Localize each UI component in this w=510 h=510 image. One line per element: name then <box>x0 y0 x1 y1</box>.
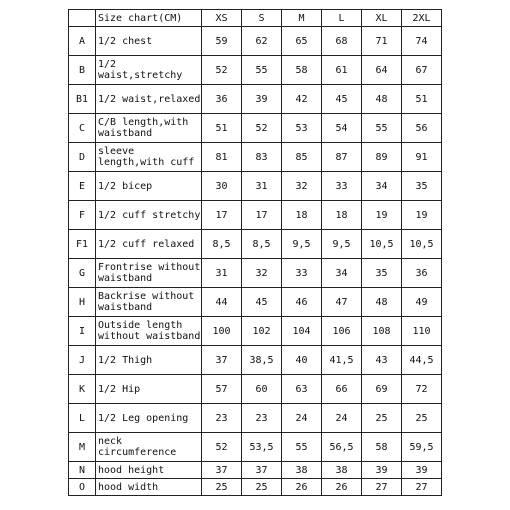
value-cell: 24 <box>322 404 362 433</box>
value-cell: 61 <box>322 56 362 85</box>
row-description: hood width <box>96 479 202 496</box>
value-cell: 26 <box>282 479 322 496</box>
header-row <box>69 10 442 27</box>
value-cell: 74 <box>402 27 442 56</box>
value-cell: 18 <box>322 201 362 230</box>
row-code: B1 <box>69 85 96 114</box>
table-row <box>69 201 442 230</box>
row-code: N <box>69 462 96 479</box>
table-row <box>69 85 442 114</box>
value-cell: 87 <box>322 143 362 172</box>
value-cell: 24 <box>282 404 322 433</box>
header-size-s: S <box>242 10 282 27</box>
value-cell: 25 <box>362 404 402 433</box>
value-cell: 106 <box>322 317 362 346</box>
row-code: H <box>69 288 96 317</box>
value-cell: 27 <box>402 479 442 496</box>
value-cell: 85 <box>282 143 322 172</box>
value-cell: 57 <box>202 375 242 404</box>
value-cell: 66 <box>322 375 362 404</box>
value-cell: 52 <box>202 56 242 85</box>
row-code: C <box>69 114 96 143</box>
value-cell: 18 <box>282 201 322 230</box>
value-cell: 32 <box>282 172 322 201</box>
value-cell: 58 <box>362 433 402 462</box>
row-description: 1/2 waist,relaxed <box>96 85 202 114</box>
header-size-xs: XS <box>202 10 242 27</box>
value-cell: 47 <box>322 288 362 317</box>
value-cell: 110 <box>402 317 442 346</box>
row-description: 1/2 cuff relaxed <box>96 230 202 259</box>
value-cell: 33 <box>282 259 322 288</box>
value-cell: 34 <box>362 172 402 201</box>
value-cell: 71 <box>362 27 402 56</box>
value-cell: 34 <box>322 259 362 288</box>
table-row <box>69 288 442 317</box>
value-cell: 43 <box>362 346 402 375</box>
row-code: M <box>69 433 96 462</box>
row-description: 1/2 Thigh <box>96 346 202 375</box>
value-cell: 49 <box>402 288 442 317</box>
value-cell: 9,5 <box>282 230 322 259</box>
header-code-cell <box>69 10 96 27</box>
value-cell: 44,5 <box>402 346 442 375</box>
row-code: L <box>69 404 96 433</box>
value-cell: 23 <box>202 404 242 433</box>
header-size-m: M <box>282 10 322 27</box>
row-description: 1/2 waist,stretchy <box>96 56 202 85</box>
row-code: F1 <box>69 230 96 259</box>
row-description: Frontrise without waistband <box>96 259 202 288</box>
table-row <box>69 346 442 375</box>
row-code: F <box>69 201 96 230</box>
header-size-xl: XL <box>362 10 402 27</box>
value-cell: 60 <box>242 375 282 404</box>
size-chart-table <box>68 9 442 496</box>
value-cell: 33 <box>322 172 362 201</box>
table-row <box>69 230 442 259</box>
value-cell: 56,5 <box>322 433 362 462</box>
value-cell: 52 <box>242 114 282 143</box>
value-cell: 27 <box>362 479 402 496</box>
value-cell: 62 <box>242 27 282 56</box>
value-cell: 102 <box>242 317 282 346</box>
row-description: C/B length,with waistband <box>96 114 202 143</box>
value-cell: 53,5 <box>242 433 282 462</box>
value-cell: 91 <box>402 143 442 172</box>
value-cell: 45 <box>242 288 282 317</box>
value-cell: 9,5 <box>322 230 362 259</box>
value-cell: 44 <box>202 288 242 317</box>
table-row <box>69 172 442 201</box>
value-cell: 68 <box>322 27 362 56</box>
value-cell: 25 <box>402 404 442 433</box>
value-cell: 37 <box>202 462 242 479</box>
value-cell: 19 <box>402 201 442 230</box>
value-cell: 56 <box>402 114 442 143</box>
value-cell: 83 <box>242 143 282 172</box>
value-cell: 45 <box>322 85 362 114</box>
row-code: E <box>69 172 96 201</box>
value-cell: 39 <box>402 462 442 479</box>
table-row <box>69 259 442 288</box>
value-cell: 108 <box>362 317 402 346</box>
value-cell: 37 <box>202 346 242 375</box>
value-cell: 17 <box>242 201 282 230</box>
value-cell: 31 <box>202 259 242 288</box>
value-cell: 65 <box>282 27 322 56</box>
value-cell: 35 <box>402 172 442 201</box>
value-cell: 54 <box>322 114 362 143</box>
value-cell: 10,5 <box>362 230 402 259</box>
value-cell: 19 <box>362 201 402 230</box>
row-description: sleeve length,with cuff <box>96 143 202 172</box>
value-cell: 36 <box>202 85 242 114</box>
value-cell: 10,5 <box>402 230 442 259</box>
table-row <box>69 375 442 404</box>
table-row <box>69 433 442 462</box>
value-cell: 89 <box>362 143 402 172</box>
row-code: O <box>69 479 96 496</box>
value-cell: 58 <box>282 56 322 85</box>
value-cell: 52 <box>202 433 242 462</box>
table-row <box>69 27 442 56</box>
value-cell: 72 <box>402 375 442 404</box>
table-row <box>69 143 442 172</box>
value-cell: 69 <box>362 375 402 404</box>
value-cell: 40 <box>282 346 322 375</box>
value-cell: 38 <box>282 462 322 479</box>
value-cell: 17 <box>202 201 242 230</box>
row-description: 1/2 chest <box>96 27 202 56</box>
header-title-cell: Size chart(CM) <box>96 10 202 27</box>
row-code: D <box>69 143 96 172</box>
value-cell: 46 <box>282 288 322 317</box>
row-code: G <box>69 259 96 288</box>
row-description: Backrise without waistband <box>96 288 202 317</box>
value-cell: 41,5 <box>322 346 362 375</box>
value-cell: 37 <box>242 462 282 479</box>
row-description: hood height <box>96 462 202 479</box>
row-description: 1/2 Leg opening <box>96 404 202 433</box>
value-cell: 48 <box>362 85 402 114</box>
value-cell: 63 <box>282 375 322 404</box>
size-chart-body <box>69 27 442 496</box>
value-cell: 53 <box>282 114 322 143</box>
row-description: Outside length without waistband <box>96 317 202 346</box>
table-row <box>69 317 442 346</box>
value-cell: 64 <box>362 56 402 85</box>
value-cell: 51 <box>202 114 242 143</box>
table-row <box>69 479 442 496</box>
value-cell: 51 <box>402 85 442 114</box>
table-row <box>69 462 442 479</box>
value-cell: 104 <box>282 317 322 346</box>
value-cell: 100 <box>202 317 242 346</box>
value-cell: 39 <box>242 85 282 114</box>
row-description: 1/2 Hip <box>96 375 202 404</box>
value-cell: 59 <box>202 27 242 56</box>
value-cell: 31 <box>242 172 282 201</box>
row-code: J <box>69 346 96 375</box>
value-cell: 55 <box>242 56 282 85</box>
value-cell: 42 <box>282 85 322 114</box>
table-row <box>69 56 442 85</box>
value-cell: 59,5 <box>402 433 442 462</box>
value-cell: 55 <box>362 114 402 143</box>
header-size-2xl: 2XL <box>402 10 442 27</box>
header-size-l: L <box>322 10 362 27</box>
row-code: I <box>69 317 96 346</box>
row-code: A <box>69 27 96 56</box>
value-cell: 48 <box>362 288 402 317</box>
table-row <box>69 114 442 143</box>
value-cell: 23 <box>242 404 282 433</box>
value-cell: 39 <box>362 462 402 479</box>
value-cell: 67 <box>402 56 442 85</box>
value-cell: 38 <box>322 462 362 479</box>
row-code: K <box>69 375 96 404</box>
value-cell: 32 <box>242 259 282 288</box>
value-cell: 81 <box>202 143 242 172</box>
value-cell: 36 <box>402 259 442 288</box>
value-cell: 25 <box>242 479 282 496</box>
value-cell: 8,5 <box>242 230 282 259</box>
row-description: 1/2 bicep <box>96 172 202 201</box>
value-cell: 8,5 <box>202 230 242 259</box>
row-code: B <box>69 56 96 85</box>
row-description: 1/2 cuff stretchy <box>96 201 202 230</box>
value-cell: 38,5 <box>242 346 282 375</box>
value-cell: 25 <box>202 479 242 496</box>
table-row <box>69 404 442 433</box>
row-description: neck circumference <box>96 433 202 462</box>
value-cell: 30 <box>202 172 242 201</box>
value-cell: 35 <box>362 259 402 288</box>
value-cell: 26 <box>322 479 362 496</box>
value-cell: 55 <box>282 433 322 462</box>
